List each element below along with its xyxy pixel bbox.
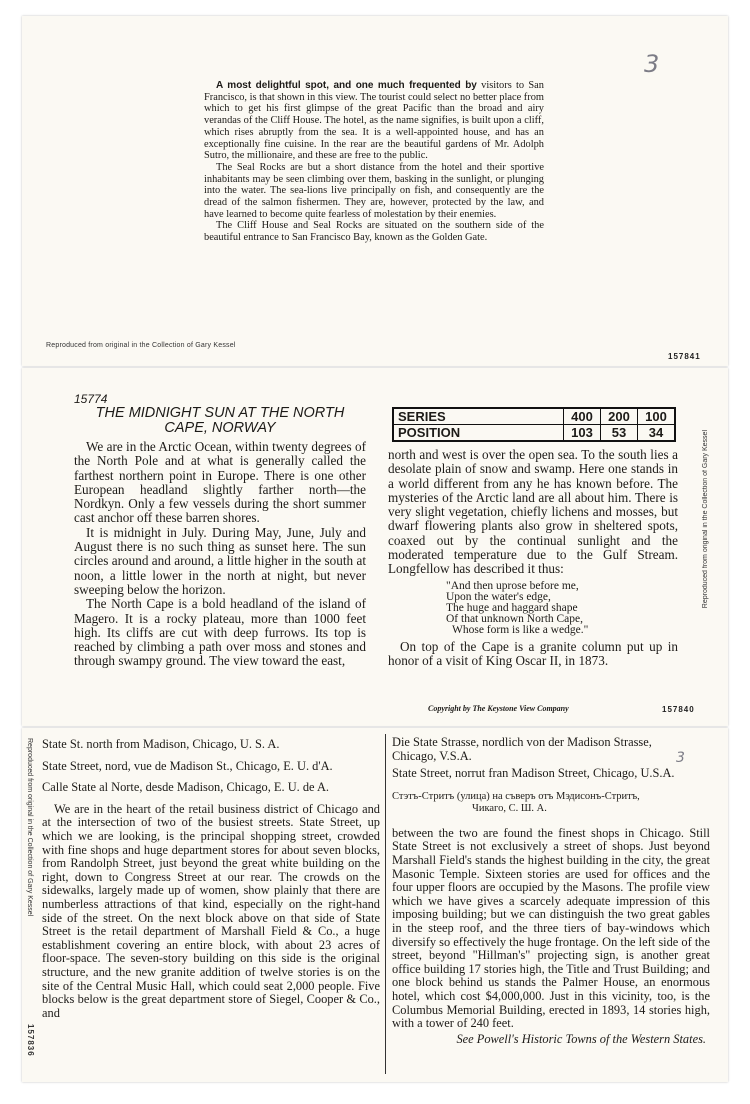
card-title-line-1: THE MIDNIGHT SUN AT THE NORTH (95, 405, 345, 421)
paragraph-2: The Seal Rocks are but a short distance from the hotel and their sportive inhabitants may be seen climbing over them, basking in the sunlight, or plunging into the water. The sea-lions live principally on fish, and consequently are the dread of the salmon fishermen. They are, however, protected by the law, and have learned to become quite fearless of molestation by their enemies. (204, 161, 544, 220)
right-column (392, 736, 710, 1046)
card-text (204, 80, 544, 244)
collection-credit: Reproduced from original in the Collection of Gary Kessel (26, 738, 33, 917)
caption-spanish: Calle State al Norte, desde Madison, Chicago, E. U. de A. (42, 780, 329, 795)
paragraph-3: The Cliff House and Seal Rocks are situated on the southern side of the beautiful entrance to San Francisco Bay, known as the Golden Gate. (204, 220, 544, 244)
left-paragraph: We are in the heart of the retail business district of Chicago and at the intersection of two of the busiest streets. State Street, up which we are looking, is the principal shopping street, crowded with fine shops and huge department stores for about seven blocks, from Randolph Street, just beyond the great white building on the right, down to Congress Street at our rear. The crowds on the sidewalks, largely made up of women, show plainly that there are numberless attractions of that kind, especially on the right-hand side of the street. On the next block above on that side of State Street is the retail department of Marshall Field & Co., a huge establishment covering an entire block, with about 23 acres of floor-space. The seven-story building on this side is the original structure, and the new granite addition of twelve stories is on the site of the Central Music Hall, which could seat 2,000 people. Five blocks below is the great department store of Siegel, Cooper & Co., and (42, 801, 380, 1020)
longfellow-poem (446, 581, 678, 636)
position-value: 103 (564, 425, 601, 442)
paragraph-1 (204, 80, 544, 162)
right-column (388, 448, 678, 668)
position-value: 34 (638, 425, 676, 442)
series-value: 200 (601, 408, 638, 425)
catalog-number: 157841 (668, 352, 701, 361)
left-column (74, 392, 366, 669)
pencil-mark: 3 (644, 50, 660, 78)
paragraph-continued: north and west is over the open sea. To the south lies a desolate plain of snow and swamp. Here one stands in a world different from any he has known before. The mysteries of the Arctic land are all about him. There is very slight vegetation, chiefly lichens and mosses, but dwarf flowering plants also grow in sheltered spots, coaxed out by the continual sunlight and the moderated temperature due to the Gulf Stream. Longfellow has described it thus: (388, 447, 678, 577)
caption-french: State Street, nord, vue de Madison St., Chicago, E. U. d'A. (42, 758, 333, 773)
caption-russian-line: Стэтъ-Стритъ (улица) на съверъ отъ Мэдисонъ-Стритъ, (392, 790, 640, 802)
position-label: POSITION (393, 425, 564, 442)
poem-line: Upon the water's edge, (446, 590, 551, 603)
left-body (42, 803, 380, 1021)
caption-german-cont: Chicago, V.S.A. (392, 748, 472, 763)
paragraph-1: We are in the Arctic Ocean, within twenty degrees of the North Pole and at what is generally called the farthest northern point in Europe. There is one other European headland slightly farther north—the Nordkyn. Only a few vessels during the short summer cast anchor off these barren shores. (74, 439, 366, 526)
caption-german: Die State Strasse, nordlich von der Madison Strasse, (392, 735, 652, 749)
caption-swedish: State Street, norrut fran Madison Street, Chicago, U.S.A. (392, 766, 675, 781)
card-cliff-house (22, 16, 728, 366)
poem-line: Whose form is like a wedge." (452, 623, 589, 636)
right-body (392, 827, 710, 1031)
column-divider (385, 734, 386, 1074)
paragraph-text: visitors to San Francisco, is that shown in this view. The tourist could select no better place from which to get his first glimpse of the great Pacific than the broad and airy verandas of the Cliff House. The hotel, as the name signifies, is built upon a cliff, which rises abruptly from the sea. It is a well-appointed house, and has an exceptionally fine cuisine. In the rear are the beautiful gardens of Mr. Adolph Sutro, the millionaire, and these are free to the public. (204, 80, 544, 162)
catalog-number: 157840 (662, 705, 695, 714)
copyright-line: Copyright by The Keystone View Company (428, 704, 569, 713)
caption-english: State St. north from Madison, Chicago, U. S. A. (42, 737, 280, 751)
collection-credit: Reproduced from original in the Collection of Gary Kessel (46, 342, 236, 349)
left-body (74, 440, 366, 669)
table-row (393, 425, 675, 442)
right-paragraph: between the two are found the finest shops in Chicago. Still State Street is not exclusively a street of shops. Just beyond Marshall Field's stands the highest building in the city, the great Masonic Temple. Sixteen stories are used for offices and the four upper floors are occupied by the Masons. The profile view which we have gives a scarcely adequate impression of this imposing building; but we can distinguish the two great gables in the steep roof, and the three tiers of bay-windows which diversify so effectively the huge frontage. On the left side of the street, beyond "Hillman's" projecting sign, is another great office building 17 stories high, the Title and Trust Building; and one block behind us stands the Palmer House, an enormous hotel, which cost $4,000,000. Just in this vicinity, too, is the Columbus Memorial Building, erected in 1893, 14 stories high, with a tower of 240 feet. (392, 825, 710, 1031)
catalog-number: 157836 (26, 1024, 35, 1057)
card-title-line-2: CAPE, NORWAY (164, 420, 276, 436)
paragraph-3: The North Cape is a bold headland of the island of Magero. It is a rocky plateau, more than 1000 feet high. Its cliffs are cut with deep furrows. Its top is reached by climbing a path over moss and stones and through swampy ground. The view toward the east, (74, 596, 366, 669)
caption-russian (392, 791, 710, 815)
card-number: 15774 (74, 392, 108, 406)
right-body (388, 448, 678, 577)
collection-credit: Reproduced from original in the Collection of Gary Kessel (702, 430, 709, 609)
series-label: SERIES (393, 408, 564, 425)
caption-russian-line: Чикаго, С. Ш. А. (472, 802, 547, 814)
series-position-table (392, 407, 676, 442)
table-row (393, 408, 675, 425)
closing-body (388, 640, 678, 669)
see-also-line: See Powell's Historic Towns of the Western States. (456, 1031, 706, 1046)
poem-line: "And then uprose before me, (446, 579, 579, 592)
closing-paragraph: On top of the Cape is a granite column put up in honor of a visit of King Oscar II, in 1873. (388, 638, 678, 668)
poem-line: The huge and haggard shape (446, 601, 578, 614)
lead-line: A most delightful spot, and one much frequented by (216, 80, 477, 91)
position-value: 53 (601, 425, 638, 442)
left-column (42, 738, 380, 1020)
poem-line: Of that unknown North Cape, (446, 612, 584, 625)
card-state-street (22, 728, 728, 1082)
pencil-mark: 3 (676, 750, 685, 766)
series-value: 400 (564, 408, 601, 425)
series-value: 100 (638, 408, 676, 425)
paragraph-2: It is midnight in July. During May, June, July and August there is no such thing as sunset here. The sun circles around and around, a little higher in the south at noon, a little lower in the north at night, but never sweeping below the horizon. (74, 524, 366, 597)
card-north-cape (22, 368, 728, 726)
